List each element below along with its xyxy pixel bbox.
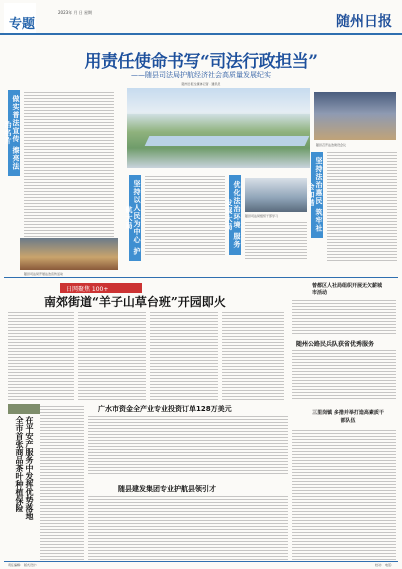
header-rule: [0, 33, 402, 35]
article-2-title: 随州公路民兵队获省优秀服务: [296, 341, 375, 348]
photo-meeting: [314, 92, 396, 140]
footer-right: 校对： 电话：: [375, 563, 394, 567]
banner-center-1-text: 优化法治环境 服务发展大局: [225, 181, 241, 249]
feature-body-4: [222, 312, 284, 402]
banner-left-1: [4, 90, 20, 176]
photo-center-caption: 随县司法局组织干部学习: [245, 214, 279, 218]
article-4-body: [88, 416, 288, 476]
footer-left: 责任编辑： 版式设计：: [8, 563, 39, 567]
vertical-headline: 在平安产服务中发挥优势落地 全市首张商品茶叶种植保险: [15, 416, 34, 520]
left-body-1: [24, 92, 114, 242]
banner-right-1: [307, 152, 323, 238]
banner-left-2-text: 坚持以人民为中心 护航大局: [125, 180, 141, 256]
center-body-2: [245, 222, 307, 260]
banner-right-1-text: 坚持法治惠民 筑牢社会和谐: [307, 157, 323, 233]
feature-body-3: [150, 312, 218, 402]
photo-tea: [8, 404, 40, 414]
feature-kicker: [60, 283, 142, 293]
feature-body-1: [8, 312, 74, 402]
article-3-body: [292, 430, 396, 560]
masthead-text: 随州日报: [336, 14, 392, 30]
article-1-title: 曾都区人社局组织开展无欠薪城市活动: [312, 283, 383, 296]
article-3-title: 三里岗镇 多措并举打造高素质干部队伍: [312, 410, 384, 424]
bottom-left-body: [40, 406, 84, 562]
photo-aerial-overlay: [127, 88, 310, 114]
article-5-body: [88, 496, 288, 560]
article-1-body: [292, 300, 396, 334]
photo-center: [245, 178, 307, 212]
feature-kicker-text: 日网聚焦 100+: [66, 286, 109, 293]
page-header: [0, 0, 402, 36]
footer-rule: [4, 561, 398, 562]
photo-aerial: [127, 88, 310, 168]
banner-left-2: [125, 175, 141, 261]
article-5-title: 随县建发集团专业护航县领引才: [118, 485, 216, 493]
banner-center-1: [225, 175, 241, 255]
article-4-title: 广水市资金全产业专业投资订单128万美元: [98, 405, 232, 413]
section-badge: [4, 3, 36, 33]
photo-left-caption: 随县司法局开展法治宣传活动: [24, 272, 64, 276]
article-2-body: [292, 350, 396, 400]
center-body-1: [145, 176, 225, 256]
lead-subtitle: ——随县司法局护航经济社会高质量发展纪实: [131, 71, 271, 79]
lead-title: 用责任使命书写“司法行政担当”: [84, 52, 318, 72]
dateline: 2023年 月 日 星期: [58, 10, 92, 15]
section-name: 专题: [9, 17, 36, 32]
photo-meeting-caption: 随县召开法治建设会议: [316, 143, 347, 147]
right-body-1: [327, 152, 397, 262]
banner-left-1-text: 做实普法宣传 擦亮法治名片: [4, 95, 20, 171]
lead-byline: 随州日报全媒体记者 · 通讯员: [181, 82, 221, 86]
section-divider: [4, 277, 398, 278]
feature-body-2: [78, 312, 146, 402]
feature-title: 南郊街道“羊子山草台班”开园即火: [44, 295, 226, 309]
photo-left: [20, 238, 118, 270]
photo-aerial-river: [145, 136, 310, 146]
